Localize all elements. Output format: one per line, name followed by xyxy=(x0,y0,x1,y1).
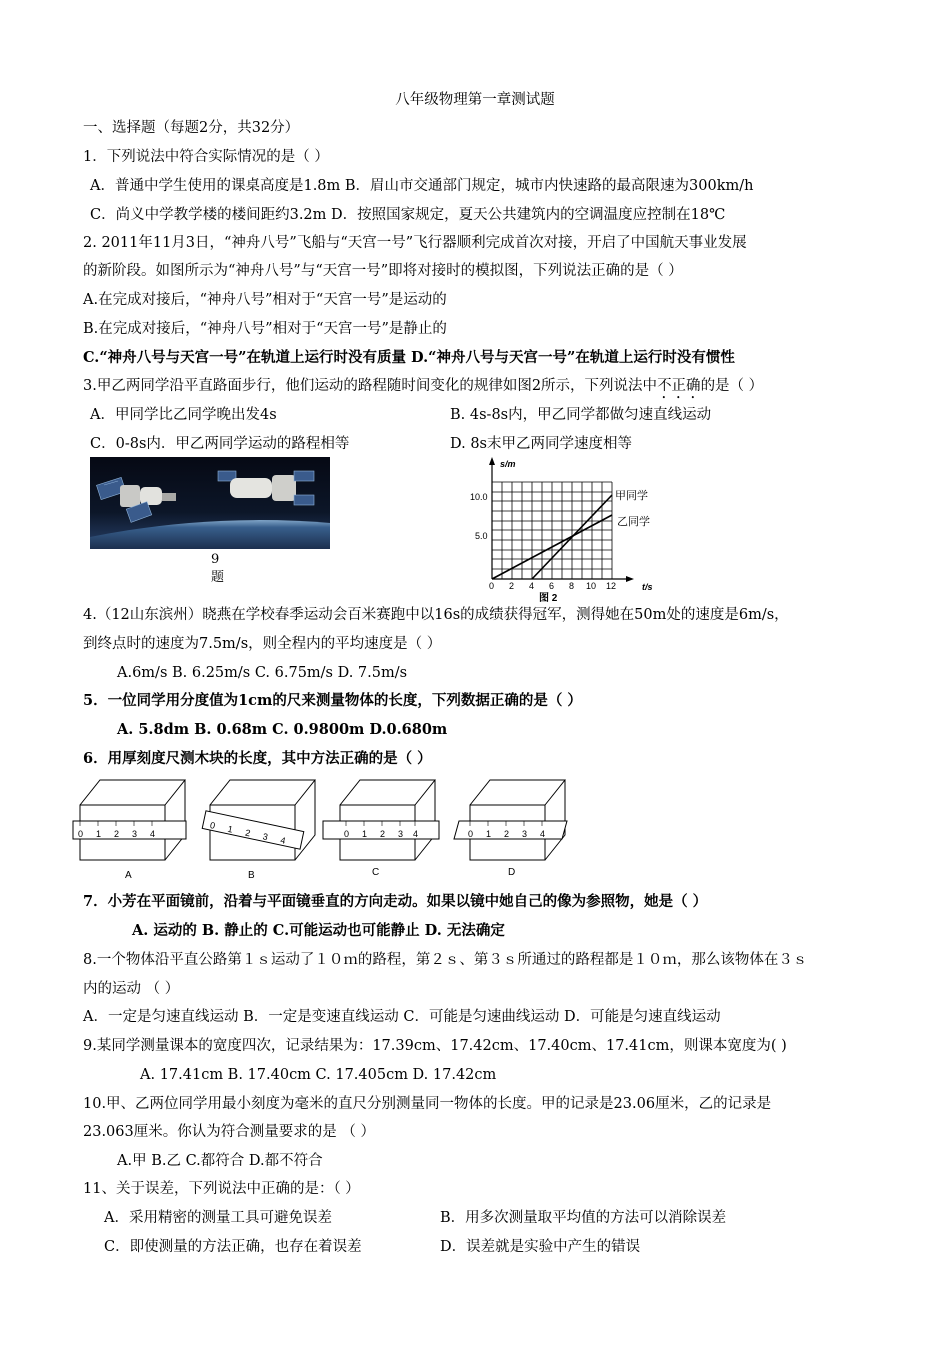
ruler-d-tick-0: 0 xyxy=(468,829,474,839)
x-tick-10: 10 xyxy=(586,581,597,591)
ruler-diagram-c xyxy=(323,780,439,860)
q11-option-c: C．即使测量的方法正确，也存在着误差 xyxy=(104,1239,362,1255)
ruler-c-tick-4: 4 xyxy=(413,829,419,839)
q2-options-cd: C.“神舟八号与天宫一号”在轨道上运行时没有质量 D.“神舟八号与天宫一号”在轨道上运行时没有惯性 xyxy=(83,349,735,366)
ruler-d-tick-3: 3 xyxy=(522,829,528,839)
ruler-b-tick-2: 2 xyxy=(244,827,252,839)
distance-time-graph xyxy=(462,455,662,605)
y-tick-10: 10.0 xyxy=(470,492,488,502)
diagram-label-c: C xyxy=(372,867,380,878)
x-tick-2: 2 xyxy=(509,581,515,591)
q10-stem-line1: 10.甲、乙两位同学用最小刻度为毫米的直尺分别测量同一物体的长度。甲的记录是23.06厘米，乙的记录是 xyxy=(83,1096,772,1112)
label-yi: 乙同学 xyxy=(617,516,650,528)
y-axis-arrow xyxy=(489,457,495,465)
ruler-b-tick-3: 3 xyxy=(261,831,269,843)
q5-options: A. 5.8dm B. 0.68m C. 0.9800m D.0.680m xyxy=(117,721,448,738)
q2-stem-line2: 的新阶段。如图所示为“神舟八号”与“天宫一号”即将对接时的模拟图，下列说法正确的是（ ） xyxy=(83,263,683,279)
q11-option-a: A．采用精密的测量工具可避免误差 xyxy=(104,1210,332,1226)
q7-stem: 7．小芳在平面镜前，沿着与平面镜垂直的方向走动。如果以镜中她自己的像为参照物，她是（ ） xyxy=(83,893,708,910)
x-axis-arrow xyxy=(626,576,634,582)
q8-stem-line1: 8.一个物体沿平直公路第１ｓ运动了１０ｍ的路程，第２ｓ、第３ｓ所通过的路程都是１０ｍ，那么该物体在３ｓ xyxy=(83,952,808,968)
figure-number: 9 xyxy=(211,552,220,567)
x-tick-0: 0 xyxy=(489,581,495,591)
diagram-label-a: A xyxy=(125,870,132,881)
x-axis-label: t/s xyxy=(642,582,653,592)
ruler-a-tick-4: 4 xyxy=(150,829,156,839)
q11-stem: 11、关于误差，下列说法中正确的是：（ ） xyxy=(83,1181,360,1197)
q2-option-a: A.在完成对接后，“神舟八号”相对于“天宫一号”是运动的 xyxy=(83,292,447,308)
ruler-a-tick-0: 0 xyxy=(78,829,84,839)
graph-caption: 图 2 xyxy=(539,593,558,604)
section-heading: 一、选择题（每题2分，共32分） xyxy=(83,120,300,136)
q10-options: A.甲 B.乙 C.都符合 D.都不符合 xyxy=(117,1153,323,1169)
x-tick-8: 8 xyxy=(569,581,575,591)
q1-options-ab: A．普通中学生使用的课桌高度是1.8m B．眉山市交通部门规定，城市内快速路的最高限速为300km/h xyxy=(90,178,754,194)
q1-options-cd: C．尚义中学教学楼的楼间距约3.2m D．按照国家规定，夏天公共建筑内的空调温度应控制在18℃ xyxy=(90,207,726,223)
q3-option-d: D. 8s末甲乙两同学速度相等 xyxy=(450,436,632,452)
q3-stem-emphasis: 不正确 xyxy=(657,378,701,394)
q11-option-d: D．误差就是实验中产生的错误 xyxy=(440,1239,641,1255)
graph-grid xyxy=(492,482,612,579)
diagram-label-b: B xyxy=(248,870,255,881)
figure-label: 题 xyxy=(211,570,225,585)
q4-stem-line2: 到终点时的速度为7.5m/s，则全程内的平均速度是（ ） xyxy=(83,636,442,652)
ruler-a-tick-3: 3 xyxy=(132,829,138,839)
page-title: 八年级物理第一章测试题 xyxy=(395,92,555,108)
q8-options: A．一定是匀速直线运动 B．一定是变速直线运动 C．可能是匀速曲线运动 D．可能是匀速直线运动 xyxy=(83,1009,721,1025)
q4-options: A.6m/s B. 6.25m/s C. 6.75m/s D. 7.5m/s xyxy=(117,665,408,681)
ruler-c-tick-1: 1 xyxy=(362,829,368,839)
q7-options: A. 运动的 B. 静止的 C.可能运动也可能静止 D. 无法确定 xyxy=(132,922,505,939)
ruler-a-tick-2: 2 xyxy=(114,829,120,839)
q3-option-b: B. 4s-8s内，甲乙同学都做匀速直线运动 xyxy=(450,407,712,423)
y-tick-5: 5.0 xyxy=(475,531,488,541)
q2-stem-line1: 2. 2011年11月3日，“神舟八号”飞船与“天宫一号”飞行器顺利完成首次对接，开启了中国航天事业发展 xyxy=(83,235,747,251)
docking-image xyxy=(90,457,330,549)
q4-stem-line1: 4.（12山东滨州）晓燕在学校春季运动会百米赛跑中以16s的成绩获得冠军，测得她在50m处的速度是6m/s， xyxy=(83,607,789,623)
q10-stem-line2: 23.063厘米。你认为符合测量要求的是 （ ） xyxy=(83,1124,375,1140)
ruler-c-tick-3: 3 xyxy=(398,829,404,839)
y-axis-label: s/m xyxy=(500,459,516,469)
q3-stem xyxy=(83,377,763,402)
label-jia: 甲同学 xyxy=(615,490,648,502)
ruler-d-tick-4: 4 xyxy=(540,829,546,839)
q3-stem-start: 3.甲乙两同学沿平直路面步行，他们运动的路程随时间变化的规律如图2所示，下列说法中 xyxy=(83,378,658,394)
ruler-b-tick-0: 0 xyxy=(209,820,217,831)
q2-option-b: B.在完成对接后，“神舟八号”相对于“天宫一号”是静止的 xyxy=(83,321,447,337)
ruler-d-tick-2: 2 xyxy=(504,829,510,839)
ruler-b-tick-1: 1 xyxy=(226,823,234,835)
ruler-diagrams xyxy=(70,775,590,885)
ruler-diagram-d xyxy=(454,780,567,860)
ruler-diagram-b xyxy=(202,780,315,860)
x-tick-12: 12 xyxy=(606,581,617,591)
q9-stem: 9.某同学测量课本的宽度四次，记录结果为：17.39cm、17.42cm、17.40cm、17.41cm，则课本宽度为( ) xyxy=(83,1038,787,1054)
ruler-diagram-a xyxy=(73,780,186,860)
q9-options: A. 17.41cm B. 17.40cm C. 17.405cm D. 17.42cm xyxy=(140,1067,497,1083)
ruler-b-tick-4: 4 xyxy=(279,835,287,846)
ruler-d-tick-1: 1 xyxy=(486,829,492,839)
q3-option-a: A．甲同学比乙同学晚出发4s xyxy=(90,407,277,423)
ruler-c-tick-0: 0 xyxy=(344,829,350,839)
q3-option-c: C．0-8s内．甲乙两同学运动的路程相等 xyxy=(90,436,350,452)
x-tick-6: 6 xyxy=(549,581,555,591)
q8-stem-line2: 内的运动 （ ） xyxy=(83,981,180,997)
q11-option-b: B．用多次测量取平均值的方法可以消除误差 xyxy=(440,1210,727,1226)
x-tick-4: 4 xyxy=(529,581,535,591)
diagram-label-d: D xyxy=(508,867,516,878)
q6-stem: 6．用厚刻度尺测木块的长度，其中方法正确的是（ ） xyxy=(83,750,432,767)
ruler-c-tick-2: 2 xyxy=(380,829,386,839)
q5-stem: 5．一位同学用分度值为1cm的尺来测量物体的长度，下列数据正确的是（ ） xyxy=(83,692,582,709)
q1-stem: 1．下列说法中符合实际情况的是（ ） xyxy=(83,149,329,165)
ruler-a-tick-1: 1 xyxy=(96,829,102,839)
q3-stem-end: 的是（ ） xyxy=(700,378,764,394)
